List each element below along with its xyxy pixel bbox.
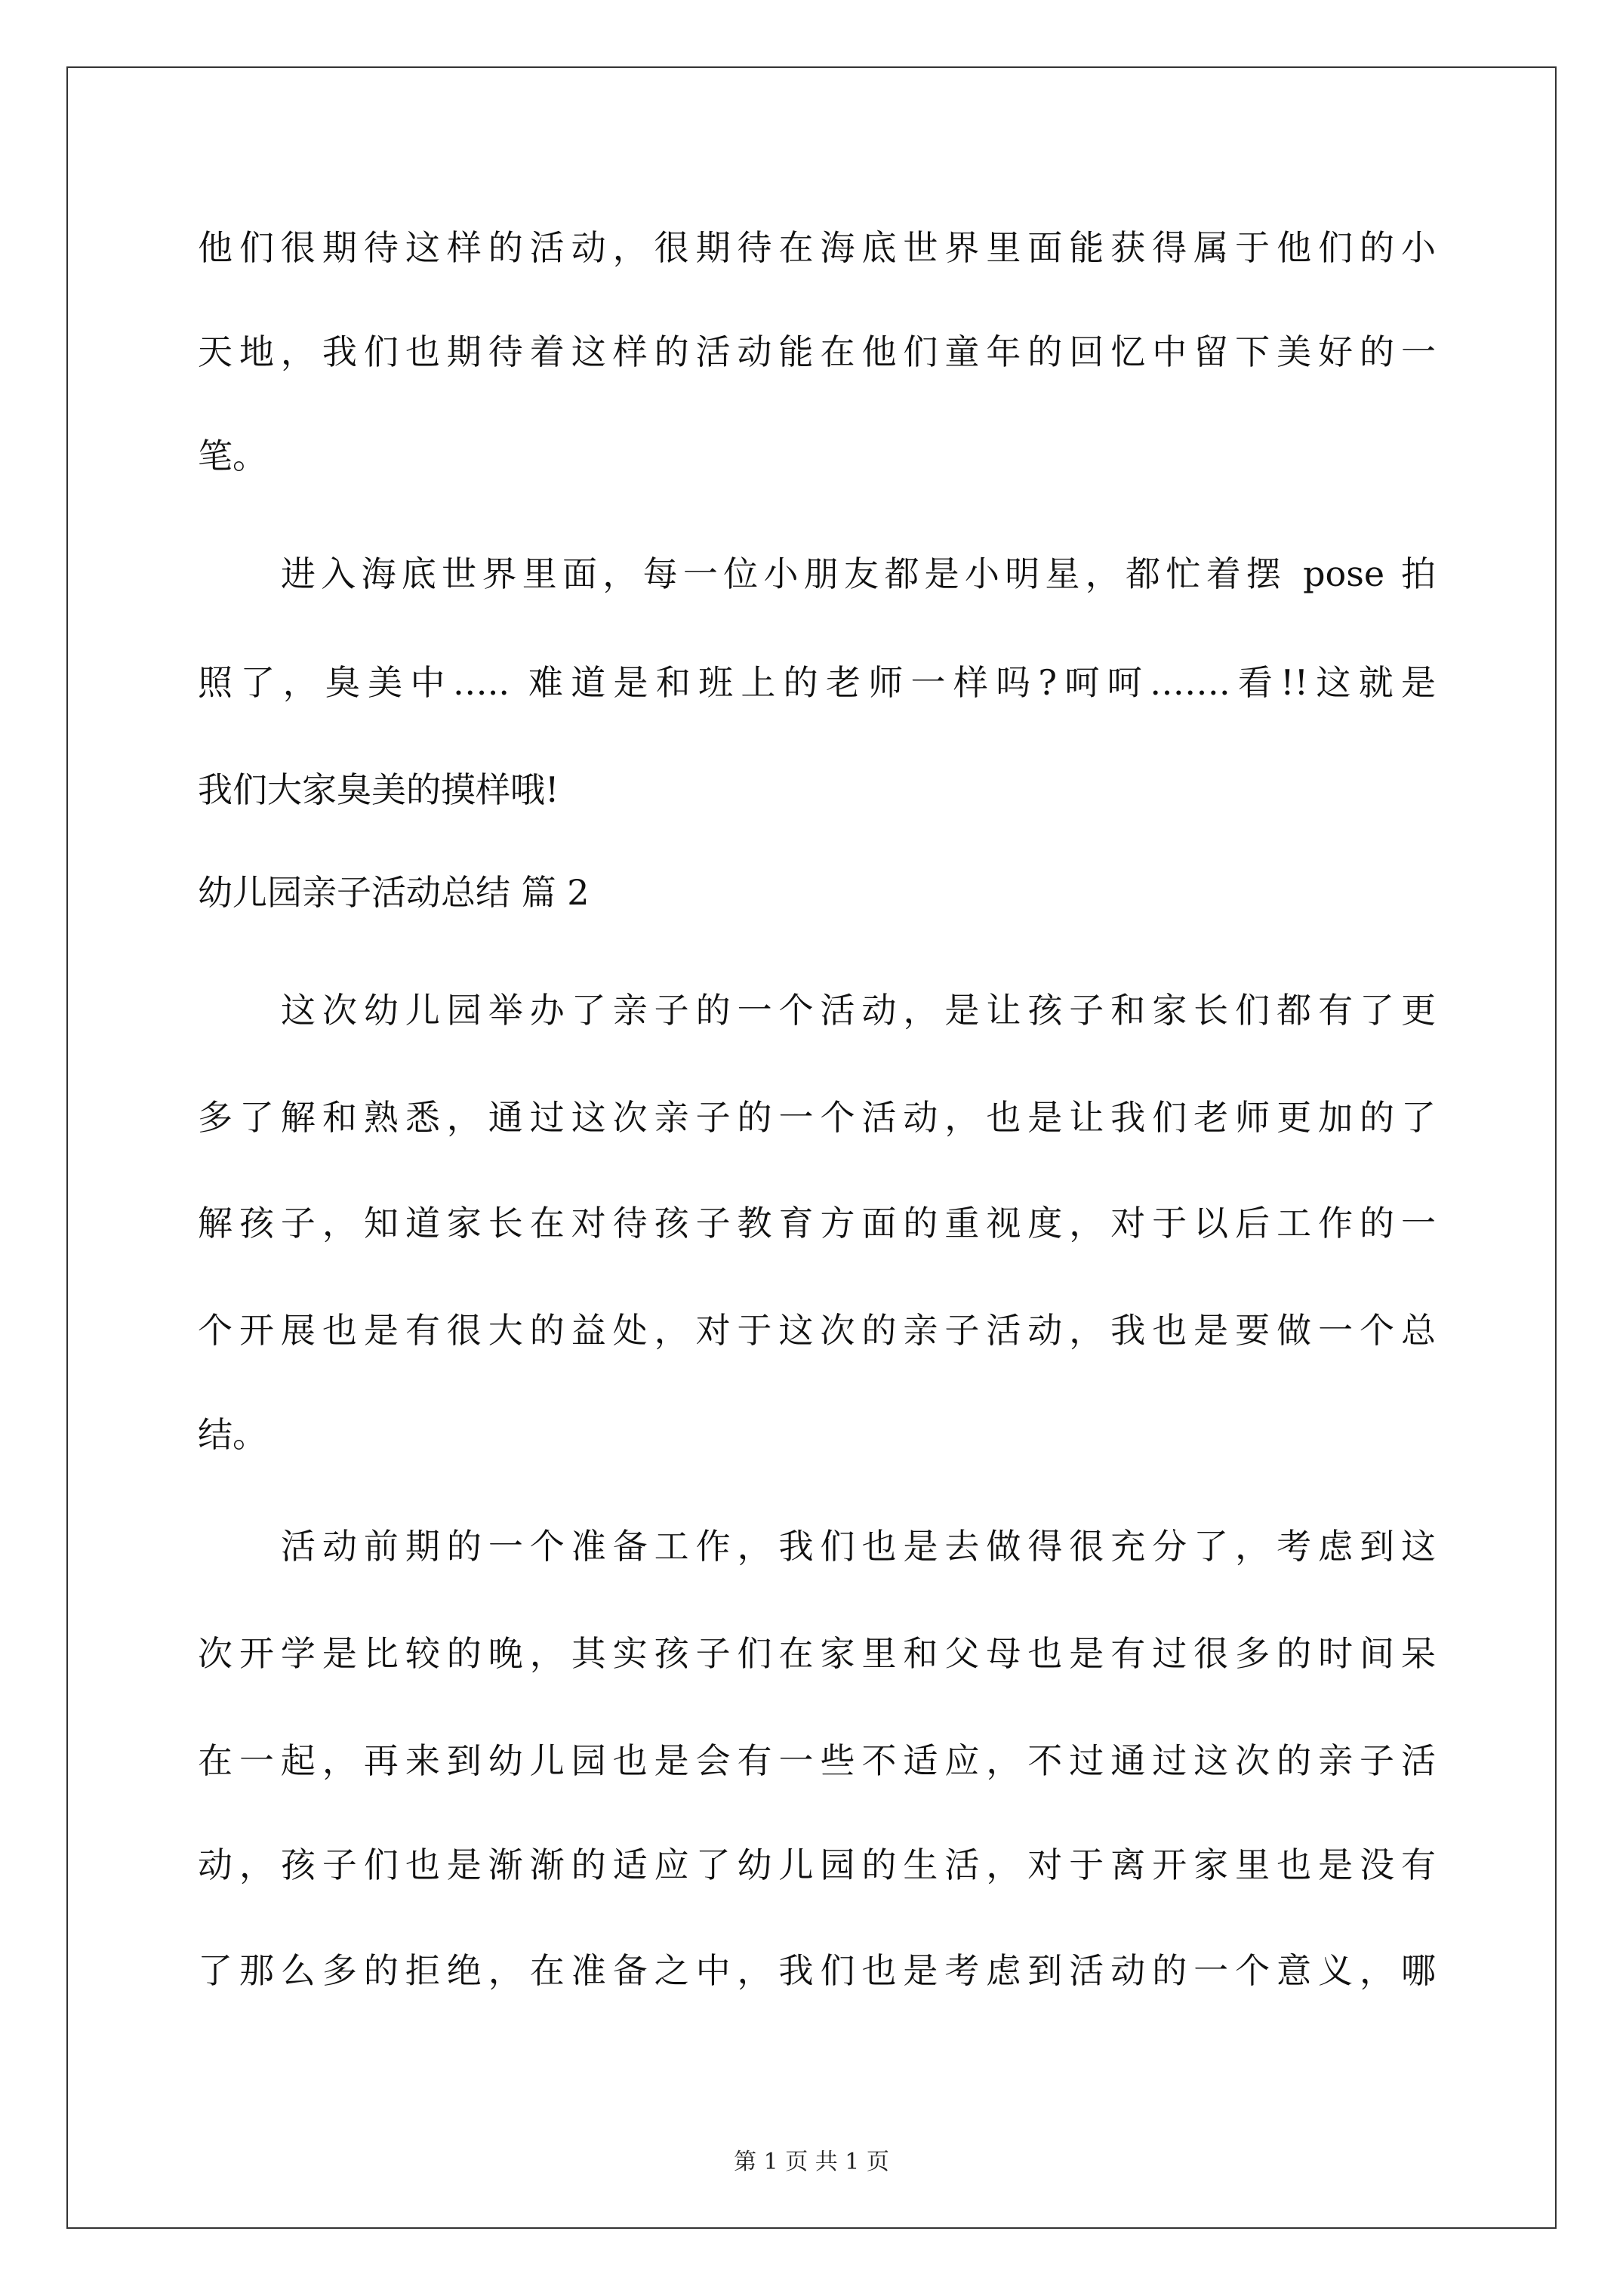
paragraph-line: 次开学是比较的晚，其实孩子们在家里和父母也是有过很多的时间呆 xyxy=(198,1633,1436,1674)
paragraph-line: 天地，我们也期待着这样的活动能在他们童年的回忆中留下美好的一 xyxy=(198,331,1436,372)
paragraph-line: 活动前期的一个准备工作，我们也是去做得很充分了，考虑到这 xyxy=(281,1526,1436,1567)
paragraph-line: 了那么多的拒绝，在准备之中，我们也是考虑到活动的一个意义，哪 xyxy=(198,1950,1436,1991)
paragraph-line: 这次幼儿园举办了亲子的一个活动，是让孩子和家长们都有了更 xyxy=(281,990,1436,1031)
page-footer: 第 1 页 共 1 页 xyxy=(734,2149,889,2175)
paragraph-line: 结。 xyxy=(198,1414,267,1455)
paragraph-line: 解孩子，知道家长在对待孩子教育方面的重视度，对于以后工作的一 xyxy=(198,1203,1436,1244)
paragraph-line: 在一起，再来到幼儿园也是会有一些不适应，不过通过这次的亲子活 xyxy=(198,1740,1436,1781)
paragraph-line: 个开展也是有很大的益处，对于这次的亲子活动，我也是要做一个总 xyxy=(198,1310,1436,1351)
paragraph-line: 照了，臭美中….. 难道是和班上的老师一样吗?呵呵…….看!!这就是 xyxy=(198,662,1436,703)
paragraph-line: 多了解和熟悉，通过这次亲子的一个活动，也是让我们老师更加的了 xyxy=(198,1097,1436,1138)
paragraph-line: 他们很期待这样的活动，很期待在海底世界里面能获得属于他们的小 xyxy=(198,227,1436,268)
paragraph-line: 我们大家臭美的摸样哦! xyxy=(198,769,559,810)
paragraph-line: 动，孩子们也是渐渐的适应了幼儿园的生活，对于离开家里也是没有 xyxy=(198,1845,1436,1885)
paragraph-line: 笔。 xyxy=(198,436,267,476)
section-heading: 幼儿园亲子活动总结 篇 2 xyxy=(198,872,590,913)
paragraph-line: 进入海底世界里面，每一位小朋友都是小明星，都忙着摆 pose 拍 xyxy=(281,553,1436,594)
